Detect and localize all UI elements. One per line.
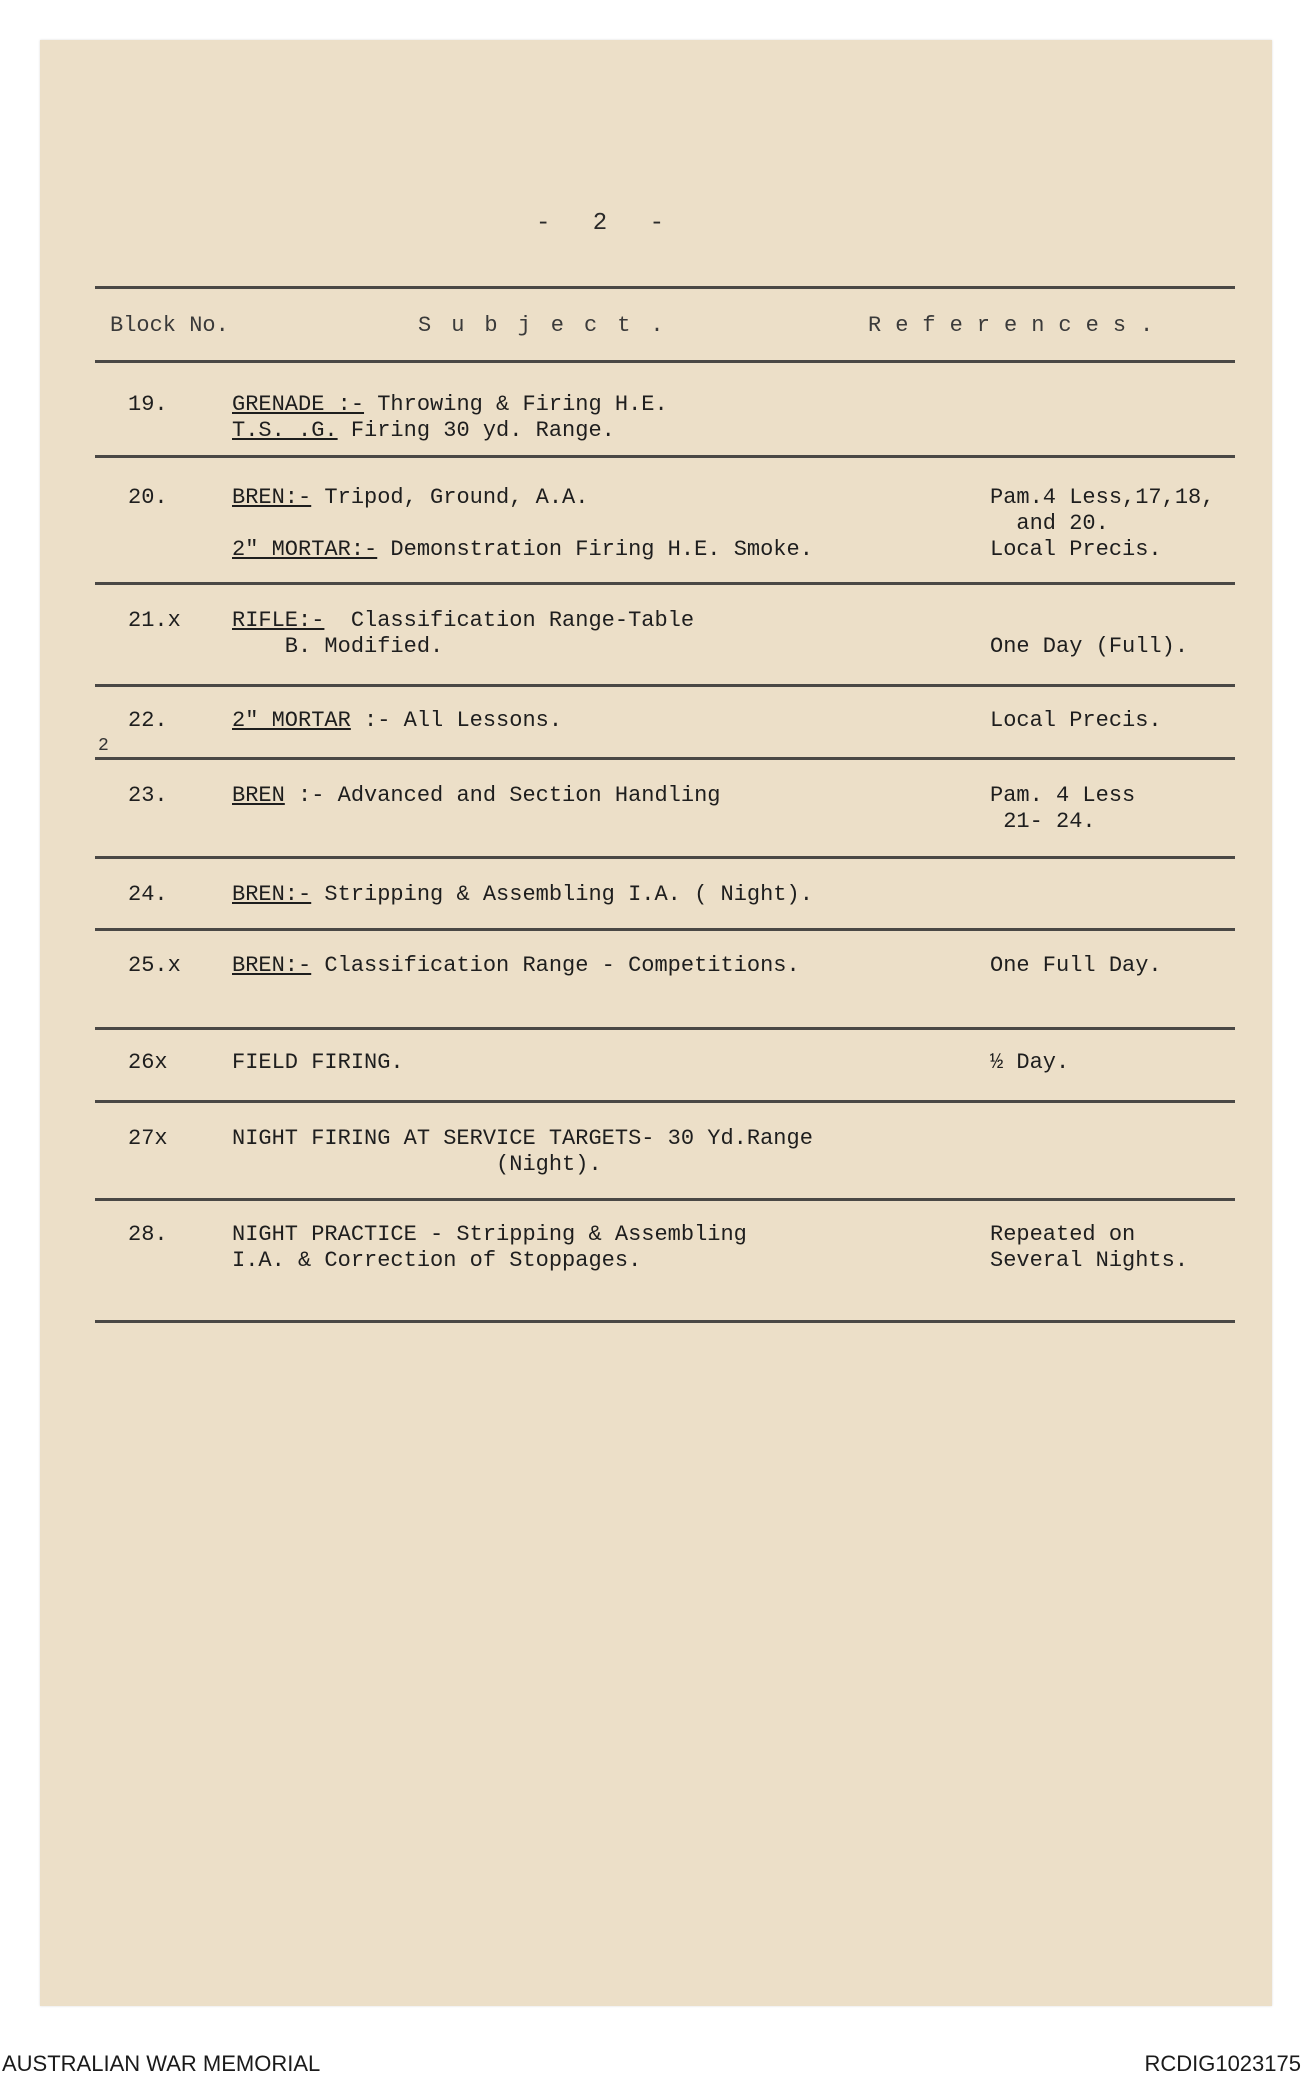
subject-line <box>232 783 720 809</box>
row-divider <box>95 1320 1235 1323</box>
subject-text: Classification Range - Competitions. <box>311 953 800 978</box>
block-number: 26x <box>128 1050 168 1075</box>
subject-line <box>232 1248 641 1274</box>
row-divider <box>95 1027 1235 1030</box>
reference-line: Several Nights. <box>990 1248 1189 1273</box>
block-number: 20. <box>128 485 168 510</box>
row-divider <box>95 684 1235 687</box>
block-number: 21.x <box>128 608 181 633</box>
column-header-references: References. <box>868 313 1168 338</box>
subject-line <box>232 1126 813 1152</box>
subject-text: B. Modified. <box>232 634 444 659</box>
reference-line: 21- 24. <box>990 809 1096 834</box>
subject-label: BREN:- <box>232 882 312 907</box>
block-number: 25.x <box>128 953 181 978</box>
header-rule-top <box>95 286 1235 289</box>
subject-line <box>232 708 562 734</box>
subject-text: :- Advanced and Section Handling <box>284 783 721 808</box>
subject-text: Classification Range-Table <box>324 608 695 633</box>
column-header-subject: Subject. <box>418 313 684 338</box>
subject-text: :- All Lessons. <box>350 708 563 733</box>
subject-text: Tripod, Ground, A.A. <box>311 485 589 510</box>
row-divider <box>95 582 1235 585</box>
column-header-block: Block No. <box>110 313 229 338</box>
subject-label: GRENADE :- <box>232 392 365 417</box>
subject-label: T.S. .G. <box>232 418 338 443</box>
footer-catalog-id: RCDIG1023175 <box>1144 2051 1301 2076</box>
subject-text: NIGHT PRACTICE - Stripping & Assembling <box>232 1222 747 1247</box>
reference-line: Local Precis. <box>990 537 1162 562</box>
block-number: 23. <box>128 783 168 808</box>
row-divider <box>95 1198 1235 1201</box>
subject-line <box>232 418 615 444</box>
row-divider <box>95 856 1235 859</box>
page-number: - 2 - <box>535 210 678 237</box>
reference-line: One Full Day. <box>990 953 1162 978</box>
subject-line <box>232 1050 404 1076</box>
header-rule-bottom <box>95 360 1235 363</box>
margin-mark: 2 <box>98 736 109 756</box>
reference-line: ½ Day. <box>990 1050 1070 1075</box>
subject-text: I.A. & Correction of Stoppages. <box>232 1248 642 1273</box>
subject-line <box>232 953 800 979</box>
row-divider <box>95 1100 1235 1103</box>
subject-label: 2" MORTAR <box>232 708 351 733</box>
subject-line <box>232 1152 602 1178</box>
subject-label: RIFLE:- <box>232 608 325 633</box>
reference-line: Pam. 4 Less <box>990 783 1136 808</box>
subject-line <box>232 392 668 418</box>
subject-label: 2" MORTAR:- <box>232 537 378 562</box>
subject-line <box>232 1222 747 1248</box>
reference-line: Repeated on <box>990 1222 1136 1247</box>
subject-text: Throwing & Firing H.E. <box>364 392 668 417</box>
block-number: 22. <box>128 708 168 733</box>
block-number: 27x <box>128 1126 168 1151</box>
row-divider <box>95 455 1235 458</box>
subject-line <box>232 608 694 634</box>
subject-line <box>232 485 588 511</box>
subject-line <box>232 634 443 660</box>
subject-text: Demonstration Firing H.E. Smoke. <box>377 537 813 562</box>
subject-label: BREN <box>232 783 285 808</box>
reference-line: One Day (Full). <box>990 634 1189 659</box>
reference-line: and 20. <box>990 511 1109 536</box>
subject-line <box>232 537 813 563</box>
subject-text: FIELD FIRING. <box>232 1050 404 1075</box>
subject-label: BREN:- <box>232 485 312 510</box>
row-divider <box>95 928 1235 931</box>
footer-institution: AUSTRALIAN WAR MEMORIAL <box>2 2051 321 2076</box>
row-divider <box>95 757 1235 760</box>
block-number: 19. <box>128 392 168 417</box>
subject-label: BREN:- <box>232 953 312 978</box>
subject-text: Firing 30 yd. Range. <box>337 418 615 443</box>
reference-line: Pam.4 Less,17,18, <box>990 485 1215 510</box>
subject-text: NIGHT FIRING AT SERVICE TARGETS- 30 Yd.Range <box>232 1126 813 1151</box>
subject-line <box>232 882 813 908</box>
subject-text: Stripping & Assembling I.A. ( Night). <box>311 882 813 907</box>
subject-text: (Night). <box>232 1152 602 1177</box>
block-number: 28. <box>128 1222 168 1247</box>
reference-line: Local Precis. <box>990 708 1162 733</box>
block-number: 24. <box>128 882 168 907</box>
